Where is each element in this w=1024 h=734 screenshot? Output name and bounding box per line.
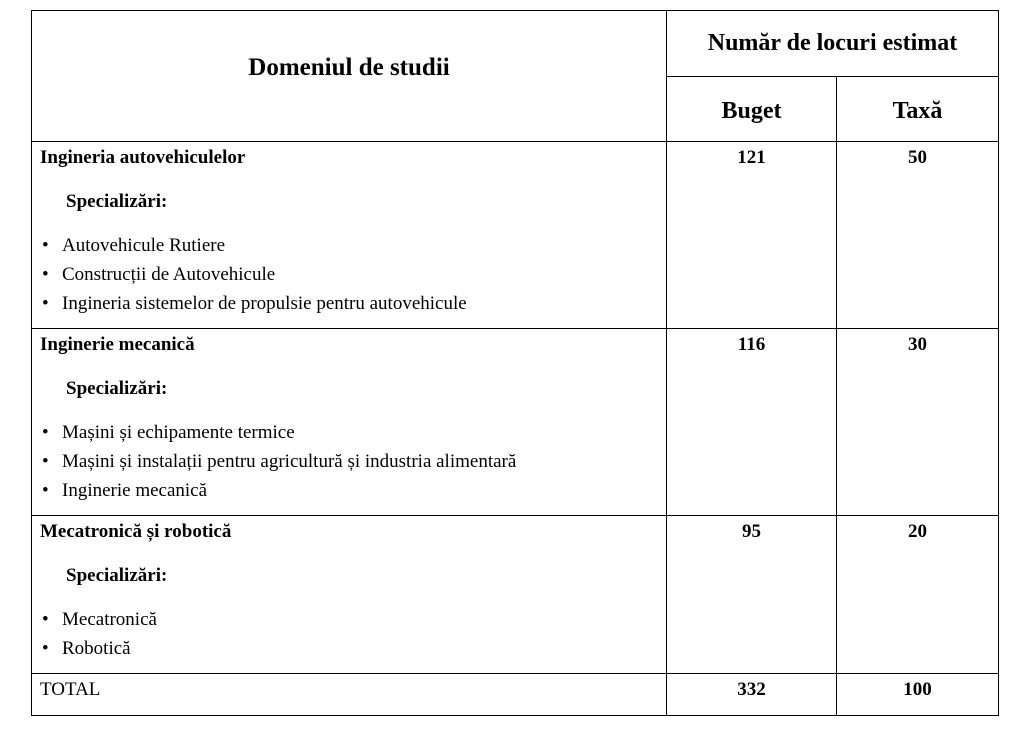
fee-value: 20 [837,516,999,674]
specialization-name: Inginerie mecanică [62,480,208,501]
specialization-name: Mașini și instalații pentru agricultură și industria alimentară [62,451,517,472]
bullet-icon: • [42,638,49,659]
specialization-name: Mașini și echipamente termice [62,422,295,443]
table-row [32,329,999,516]
specialization-name: Construcții de Autovehicule [62,264,276,285]
domain-cell [32,142,667,329]
table-row [32,516,999,674]
places-header-label: Număr de locuri estimat [707,30,958,56]
total-budget-value: 332 [667,674,837,716]
places-header-cell [667,11,999,77]
bullet-icon: • [42,264,49,285]
specialization-name: Mecatronică [62,609,157,630]
specializations-list [40,418,658,505]
specialization-name: Robotică [62,638,131,659]
fee-value: 50 [837,142,999,329]
list-item [42,418,658,447]
budget-value: 121 [667,142,837,329]
bullet-icon: • [42,235,49,256]
table-row [32,142,999,329]
budget-header-cell [667,77,837,142]
domain-cell [32,329,667,516]
list-item [42,476,658,505]
list-item [42,289,658,318]
budget-value: 116 [667,329,837,516]
domain-cell [32,516,667,674]
domain-name: Ingineria autovehiculelor [40,147,246,168]
bullet-icon: • [42,451,49,472]
total-label: TOTAL [32,674,667,716]
admission-places-table [31,10,999,716]
list-item [42,231,658,260]
domain-name: Mecatronică și robotică [40,521,232,542]
specializations-label: Specializări: [66,378,168,399]
domain-header-label: Domeniul de studii [248,54,450,81]
bullet-icon: • [42,422,49,443]
bullet-icon: • [42,609,49,630]
specializations-label: Specializări: [66,191,168,212]
list-item [42,634,658,663]
specializations-list [40,605,658,663]
fee-header-cell [837,77,999,142]
budget-value: 95 [667,516,837,674]
fee-header-label: Taxă [892,97,943,124]
list-item [42,605,658,634]
specializations-list [40,231,658,318]
list-item [42,260,658,289]
bullet-icon: • [42,480,49,501]
fee-value: 30 [837,329,999,516]
bullet-icon: • [42,293,49,314]
total-fee-value: 100 [837,674,999,716]
budget-header-label: Buget [721,97,782,124]
specialization-name: Ingineria sistemelor de propulsie pentru autovehicule [62,293,467,314]
specializations-label: Specializări: [66,565,168,586]
total-row [32,674,999,716]
list-item [42,447,658,476]
domain-name: Inginerie mecanică [40,334,195,355]
domain-header-cell [32,11,667,142]
specialization-name: Autovehicule Rutiere [62,235,226,256]
